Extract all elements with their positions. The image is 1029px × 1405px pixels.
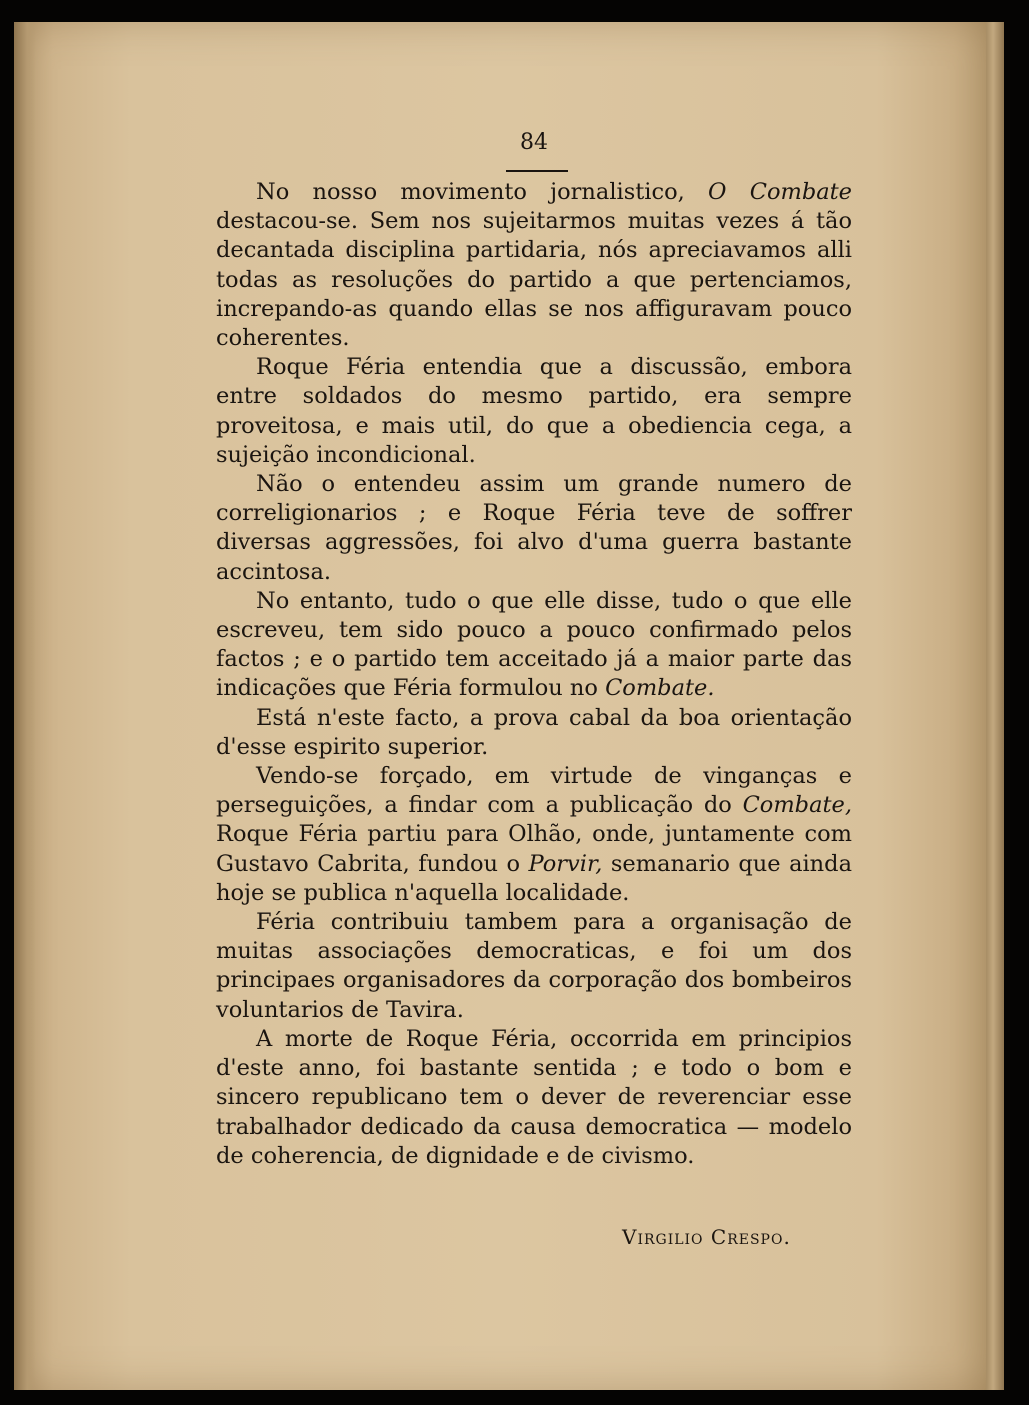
paragraph — [216, 178, 852, 353]
text-run: Féria contribuiu tambem para a organisação de muitas associações democraticas, e foi um dos principaes organisadores da corporação dos bombeiros voluntarios de Tavira. — [216, 909, 852, 1023]
author-signature: Virgilio Crespo. — [622, 1225, 791, 1249]
paragraph — [216, 704, 852, 762]
article-body — [216, 178, 852, 1171]
text-run: semanario que ainda hoje se publica n'aquella localidade. — [216, 850, 852, 906]
text-run: No nosso movimento jornalistico, — [256, 179, 709, 205]
text-run: No entanto, tudo o que elle disse, tudo o que elle escreveu, tem sido pouco a pouco confirmado pelos factos ; e o partido tem acceitado já a maior parte das indicações que Féria formulou no — [216, 587, 852, 702]
italic-title: Combate, — [742, 792, 852, 819]
header-rule — [506, 170, 568, 172]
page-left-edge — [14, 22, 36, 1390]
page-number: 84 — [520, 130, 548, 155]
paragraph — [216, 353, 852, 470]
paragraph — [216, 908, 852, 1025]
text-run: A morte de Roque Féria, occorrida em principios d'este anno, foi bastante sentida ; e todo o bom e sincero republicano tem o dever de reverenciar esse trabalhador dedicado da causa democratica — modelo de coherencia, de dignidade e de civismo. — [216, 1025, 852, 1169]
italic-title: Combate. — [605, 675, 715, 702]
text-run: Não o entendeu assim um grande numero de correligionarios ; e Roque Féria teve de soffrer diversas aggressões, foi alvo d'uma guerra bastante accintosa. — [216, 471, 852, 585]
page-right-edge — [986, 22, 1004, 1390]
text-run: Está n'este facto, a prova cabal da boa orientação d'esse espirito superior. — [216, 704, 852, 760]
text-run: Roque Féria partiu para Olhão, onde, juntamente com Gustavo Cabrita, fundou o — [216, 821, 852, 877]
text-run: Vendo-se forçado, em virtude de vinganças e perseguições, a findar com a publicação do — [216, 763, 852, 819]
paragraph — [216, 470, 852, 587]
paragraph — [216, 587, 852, 704]
paragraph — [216, 762, 852, 908]
italic-title: O Combate — [708, 179, 853, 205]
paragraph — [216, 1025, 852, 1171]
text-run: destacou-se. Sem nos sujeitarmos muitas vezes á tão decantada disciplina partidaria, nós apreciavamos alli todas as resoluções do partido a que pertenciamos, increpando-as quando ellas se nos affiguravam pouco coherentes. — [216, 208, 852, 352]
text-run: Roque Féria entendia que a discussão, embora entre soldados do mesmo partido, era sempre proveitosa, e mais util, do que a obediencia cega, a sujeição incondicional. — [216, 354, 852, 468]
italic-title: Porvir, — [528, 850, 603, 877]
